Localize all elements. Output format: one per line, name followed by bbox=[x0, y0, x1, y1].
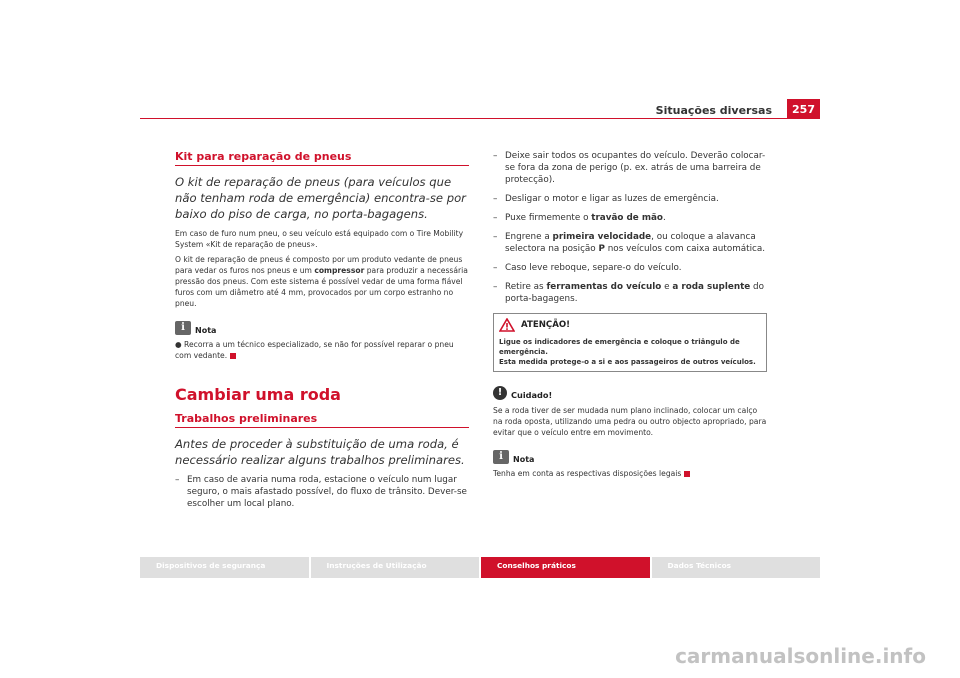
step-item: – Em caso de avaria numa roda, estacione o veículo num lugar seguro, o mais afastado possível, do fluxo de trânsito. Dever-se escolher um local plano. bbox=[175, 475, 467, 509]
footer-nav bbox=[140, 557, 820, 578]
section-title-tire-kit: Kit para reparação de pneus bbox=[175, 150, 469, 166]
warning-label: ATENÇÃO! bbox=[521, 320, 571, 330]
caution-heading bbox=[493, 386, 768, 400]
header-title: Situações diversas bbox=[655, 104, 772, 117]
note-heading bbox=[493, 450, 768, 464]
footer-tab-technical-data[interactable]: Dados Técnicos bbox=[652, 557, 821, 578]
step-item: – Engrene a primeira velocidade, ou coloque a alavanca selectora na posição P nos veículos com caixa automática. bbox=[493, 232, 766, 254]
watermark: carmanualsonline.info bbox=[675, 644, 926, 668]
footer-tab-instructions[interactable]: Instruções de Utilização bbox=[311, 557, 480, 578]
step-item: – Caso leve reboque, separe-o do veículo. bbox=[493, 263, 682, 273]
left-column bbox=[175, 150, 469, 517]
step-item: – Retire as ferramentas do veículo e a roda suplente do porta-bagagens. bbox=[493, 282, 765, 304]
footer-tab-practical-tips[interactable]: Conselhos práticos bbox=[481, 557, 650, 578]
note-bullet: ● Recorra a um técnico especializado, se não for possível reparar o pneu com vedante. bbox=[175, 340, 454, 360]
info-icon: i bbox=[493, 450, 509, 464]
warning-triangle-icon bbox=[499, 318, 515, 332]
exclamation-circle-icon: ! bbox=[493, 386, 507, 400]
chapter-title: Cambiar uma roda bbox=[175, 385, 341, 404]
caution-text: Se a roda tiver de ser mudada num plano inclinado, colocar um calço na roda oposta, utilizando uma pedra ou outro objecto apropriado, para evitar que o veículo entre em movimento. bbox=[493, 406, 767, 437]
step-item: – Deixe sair todos os ocupantes do veículo. Deverão colocar-se fora da zona de perigo (p. ex. atrás de uma barreira de protecção). bbox=[493, 151, 766, 185]
section-lead-tire-kit: O kit de reparação de pneus (para veículos que não tenham roda de emergência) encontra-se por baixo do piso de carga, no porta-bagagens. bbox=[175, 175, 466, 221]
note-label: Nota bbox=[195, 326, 217, 335]
paragraph-2: O kit de reparação de pneus é composto por um produto vedante de pneus para vedar os furos nos pneus e um compressor para produzir a necessária pressão dos pneus. Com este sistema é possível vedar de uma forma fiável furos com um diâmetro até 4 mm, provocados por um corpo estranho no pneu. bbox=[175, 255, 468, 308]
right-column bbox=[493, 150, 768, 483]
step-item: – Desligar o motor e ligar as luzes de emergência. bbox=[493, 194, 719, 204]
info-icon: i bbox=[175, 321, 191, 335]
note-heading bbox=[175, 321, 469, 335]
warning-text: Ligue os indicadores de emergência e coloque o triângulo de emergência. Esta medida protege-o a si e aos passageiros de outros veículos. bbox=[499, 338, 756, 366]
footer-tab-safety[interactable]: Dispositivos de segurança bbox=[140, 557, 309, 578]
header-rule bbox=[140, 118, 820, 119]
end-square-icon bbox=[684, 471, 690, 477]
section-title-preliminary: Trabalhos preliminares bbox=[175, 412, 469, 428]
section-lead-preliminary: Antes de proceder à substituição de uma roda, é necessário realizar alguns trabalhos preliminares. bbox=[175, 437, 465, 467]
warning-box bbox=[493, 313, 767, 372]
step-item: – Puxe firmemente o travão de mão. bbox=[493, 213, 666, 223]
caution-label: Cuidado! bbox=[511, 390, 553, 400]
paragraph-1: Em caso de furo num pneu, o seu veículo está equipado com o Tire Mobility System «Kit de reparação de pneus». bbox=[175, 229, 464, 249]
note-text: Tenha em conta as respectivas disposições legais bbox=[493, 468, 768, 479]
warning-heading bbox=[499, 318, 761, 332]
page-number: 257 bbox=[787, 99, 820, 119]
end-square-icon bbox=[230, 353, 236, 359]
note-label: Nota bbox=[513, 455, 535, 464]
